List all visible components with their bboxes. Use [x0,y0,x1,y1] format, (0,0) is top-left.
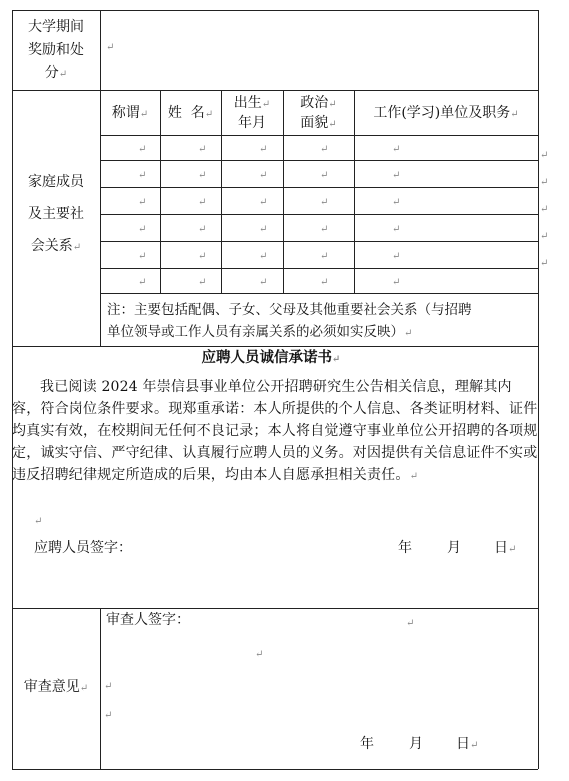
rewards-input-area[interactable]: ↵ [106,42,115,53]
pledge-date-day: 日↵ [494,540,517,556]
table-cell[interactable]: ↵ [138,224,147,235]
header-title: 称谓↵ [111,105,149,121]
pledge-bottom-border [12,608,538,609]
table-cell[interactable]: ↵ [259,251,268,262]
table-cell[interactable]: ↵ [198,197,207,208]
pledge-blank-line: ↵ [34,516,43,527]
table-cell[interactable]: ↵ [259,224,268,235]
margin-mark: ↵ [540,258,549,269]
review-date-month: 月 [409,736,423,752]
table-cell[interactable]: ↵ [138,251,147,262]
review-date-year: 年 [360,736,374,752]
table-cell[interactable]: ↵ [198,277,207,288]
family-note-line-1: 注：主要包括配偶、子女、父母及其他重要社会关系（与招聘 [107,302,472,318]
pledge-date-month: 月 [447,540,461,556]
table-cell[interactable]: ↵ [320,170,329,181]
table-cell[interactable]: ↵ [392,224,401,235]
margin-mark: ↵ [540,204,549,215]
rewards-label-line-3: 分↵ [44,65,68,81]
table-cell[interactable]: ↵ [392,197,401,208]
table-cell[interactable]: ↵ [138,144,147,155]
pledge-paragraph: 我已阅读 2024 年崇信县事业单位公开招聘研究生公告相关信息，理解其内容，符合岗位条件要求。现郑重承诺：本人所提供的个人信息、各类证明材料、证件均真实有效，在校期间无任何不良记录；本人将自觉遵守事业单位公开招聘的各项规定，诚实守信、严守纪律、认真履行应聘人员的义务。对因提供有关信息证件不实或违反招聘纪律规定所造成的后果，均由本人自愿承担相关责任。↵ [12,379,538,483]
row-border-6 [100,293,538,294]
table-cell[interactable]: ↵ [138,277,147,288]
review-mark-3: ↵ [104,681,113,692]
review-mark-1: ↵ [406,618,415,629]
rewards-label-line-2: 奖励和处 [28,42,84,58]
review-mark-4: ↵ [104,710,113,721]
table-cell[interactable]: ↵ [259,197,268,208]
table-cell[interactable]: ↵ [392,277,401,288]
table-border-top [12,10,538,11]
table-cell[interactable]: ↵ [392,251,401,262]
family-label-line-2: 及主要社 [28,206,84,222]
table-cell[interactable]: ↵ [259,277,268,288]
table-border-right [538,10,539,769]
pledge-title: 应聘人员诚信承诺书↵ [201,349,341,366]
review-label: 审查意见↵ [23,679,89,695]
row-border-1 [100,160,538,161]
review-label-divider [100,608,101,769]
table-cell[interactable]: ↵ [198,170,207,181]
header-political-line-2: 面貌↵ [300,115,337,131]
review-date-day: 日↵ [456,736,479,752]
table-cell[interactable]: ↵ [320,277,329,288]
margin-mark: ↵ [540,150,549,161]
row-border-3 [100,214,538,215]
header-birth-line-1: 出生↵ [233,95,271,111]
table-cell[interactable]: ↵ [198,251,207,262]
table-cell[interactable]: ↵ [138,170,147,181]
table-cell[interactable]: ↵ [392,170,401,181]
header-name: 姓 名↵ [167,105,214,121]
label-column-divider [100,10,101,346]
table-border-bottom [12,769,538,770]
row-border-5 [100,268,538,269]
table-cell[interactable]: ↵ [198,144,207,155]
header-row-border [100,135,538,136]
pledge-date-year: 年 [398,540,412,556]
reviewer-signature-label: 审查人签字： [106,612,190,628]
pledge-signature-label: 应聘人员签字： [34,540,132,556]
review-mark-2: ↵ [255,649,264,660]
table-cell[interactable]: ↵ [198,224,207,235]
rewards-bottom-border [12,90,538,91]
header-birth-line-2: 年月 [238,115,266,131]
family-note-line-2: 单位领导或工作人员有亲属关系的必须如实反映）↵ [107,324,413,340]
family-label-line-3: 会关系↵ [30,238,82,254]
table-cell[interactable]: ↵ [320,197,329,208]
margin-mark: ↵ [540,177,549,188]
row-border-4 [100,241,538,242]
margin-mark: ↵ [540,231,549,242]
table-cell[interactable]: ↵ [392,144,401,155]
rewards-label-line-1: 大学期间 [28,19,84,35]
table-cell[interactable]: ↵ [320,144,329,155]
table-cell[interactable]: ↵ [320,224,329,235]
family-label-line-1: 家庭成员 [28,174,84,190]
header-work: 工作(学习)单位及职务↵ [373,105,519,121]
table-cell[interactable]: ↵ [138,197,147,208]
header-political-line-1: 政治↵ [300,95,337,111]
family-bottom-border [12,346,538,347]
table-cell[interactable]: ↵ [259,144,268,155]
family-note [107,299,537,345]
row-border-2 [100,187,538,188]
table-cell[interactable]: ↵ [259,170,268,181]
table-cell[interactable]: ↵ [320,251,329,262]
